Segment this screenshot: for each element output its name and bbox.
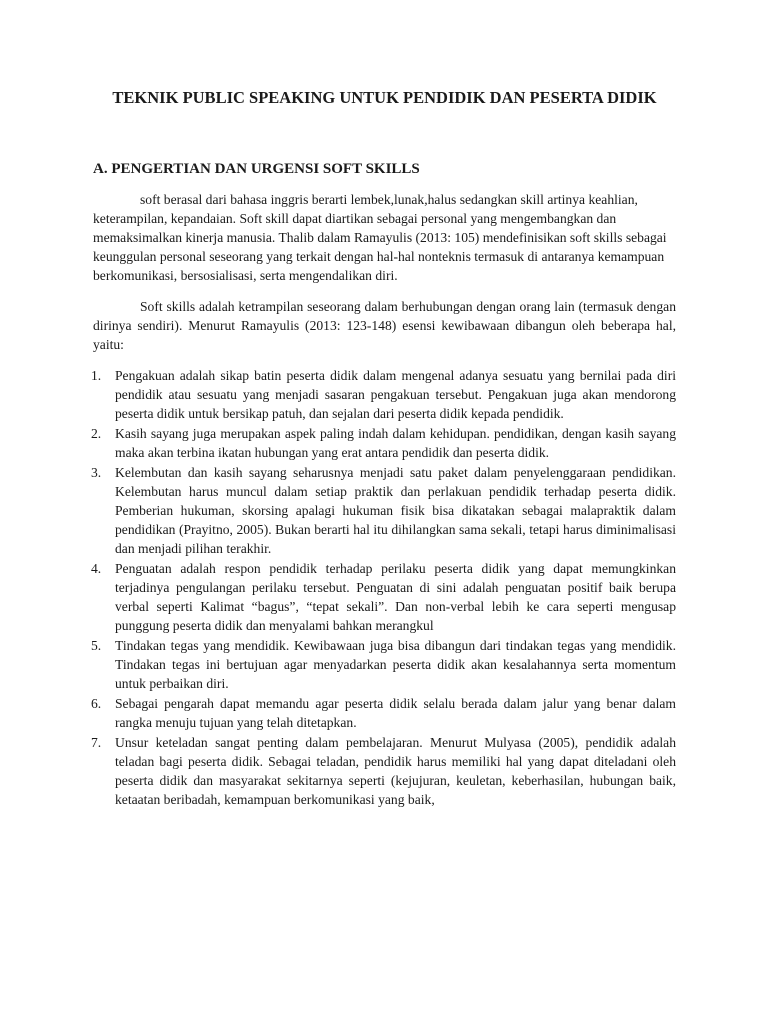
list-item: [93, 694, 676, 732]
list-item-text: Tindakan tegas yang mendidik. Kewibawaan juga bisa dibangun dari tindakan tegas yang mendidik. Tindakan tegas ini bertujuan agar menyadarkan peserta didik akan kesalahannya serta momentum untuk perbaikan diri.: [115, 638, 676, 691]
section-heading: A. PENGERTIAN DAN URGENSI SOFT SKILLS: [93, 161, 420, 177]
paragraph-definition: soft berasal dari bahasa inggris berarti lembek,lunak,halus sedangkan skill artinya keahlian, keterampilan, kepandaian. Soft skill dapat diartikan sebagai personal yang mengembangkan dan memaksimalkan kinerja manusia. Thalib dalam Ramayulis (2013: 105) mendefinisikan soft skills sebagai keunggulan personal seseorang yang terkait dengan hal-hal nonteknis termasuk di antaranya kemampuan berkomunikasi, bersosialisasi, serta mengendalikan diri.: [93, 192, 667, 283]
numbered-list: [93, 366, 676, 809]
list-item-text: Unsur keteladan sangat penting dalam pembelajaran. Menurut Mulyasa (2005), pendidik adalah teladan bagi peserta didik. Sebagai teladan, pendidik harus memiliki hal yang dapat diteladani oleh peserta didik dan masyarakat sekitarnya seperti (kejujuran, keuletan, keberhasilan, hubungan baik, ketaatan beribadah, kemampuan berkomunikasi yang baik,: [115, 735, 676, 807]
list-item-text: Kelembutan dan kasih sayang seharusnya menjadi satu paket dalam penyelenggaraan pendidikan. Kelembutan harus muncul dalam setiap praktik dan perlakuan pendidik terhadap peserta didik. Pemberian hukuman, skorsing apalagi hukuman fisik bisa dikatakan sebagai malapraktik dalam pendidikan (Prayitno, 2005). Bukan berarti hal itu dihilangkan sama sekali, tetapi harus diminimalisasi dan menjadi pilihan terakhir.: [115, 465, 676, 556]
list-item: [93, 733, 676, 809]
list-item-number: 5.: [91, 638, 102, 653]
list-item-text: Pengakuan adalah sikap batin peserta didik dalam mengenal adanya sesuatu yang bernilai pada diri pendidik atau sesuatu yang menjadi sasaran pengakuan tersebut. Pengakuan juga akan mendorong peserta didik untuk bersikap patuh, dan sejalan dari peserta didik kepada pendidik.: [115, 368, 676, 421]
list-item-number: 4.: [91, 561, 102, 576]
document-title: TEKNIK PUBLIC SPEAKING UNTUK PENDIDIK DAN PESERTA DIDIK: [112, 88, 657, 107]
list-item: [93, 636, 676, 693]
list-item: [93, 463, 676, 558]
list-item-number: 3.: [91, 465, 102, 480]
list-item-number: 6.: [91, 696, 102, 711]
list-item: [93, 424, 676, 462]
list-item-text: Sebagai pengarah dapat memandu agar peserta didik selalu berada dalam jalur yang benar dalam rangka menuju tujuan yang telah ditetapkan.: [115, 696, 676, 730]
list-item-number: 7.: [91, 735, 102, 750]
list-item-text: Kasih sayang juga merupakan aspek paling indah dalam kehidupan. pendidikan, dengan kasih sayang maka akan terbina ikatan hubungan yang erat antara pendidik dan peserta didik.: [115, 426, 676, 460]
list-item-number: 1.: [91, 368, 102, 383]
list-item: [93, 366, 676, 423]
list-item-number: 2.: [91, 426, 102, 441]
list-item-text: Penguatan adalah respon pendidik terhadap perilaku peserta didik yang dapat memungkinkan terjadinya pengulangan perilaku tersebut. Penguatan di sini adalah penguatan positif baik berupa verbal seperti Kalimat “bagus”, “tepat sekali”. Dan non-verbal lebih ke cara seperti mengusap punggung peserta didik dan menyalami bahkan merangkul: [115, 561, 676, 633]
list-item: [93, 559, 676, 635]
paragraph-soft-skills: Soft skills adalah ketrampilan seseorang dalam berhubungan dengan orang lain (termasuk dengan dirinya sendiri). Menurut Ramayulis (2013: 123-148) esensi kewibawaan dibangun oleh beberapa hal, yaitu:: [93, 299, 676, 352]
